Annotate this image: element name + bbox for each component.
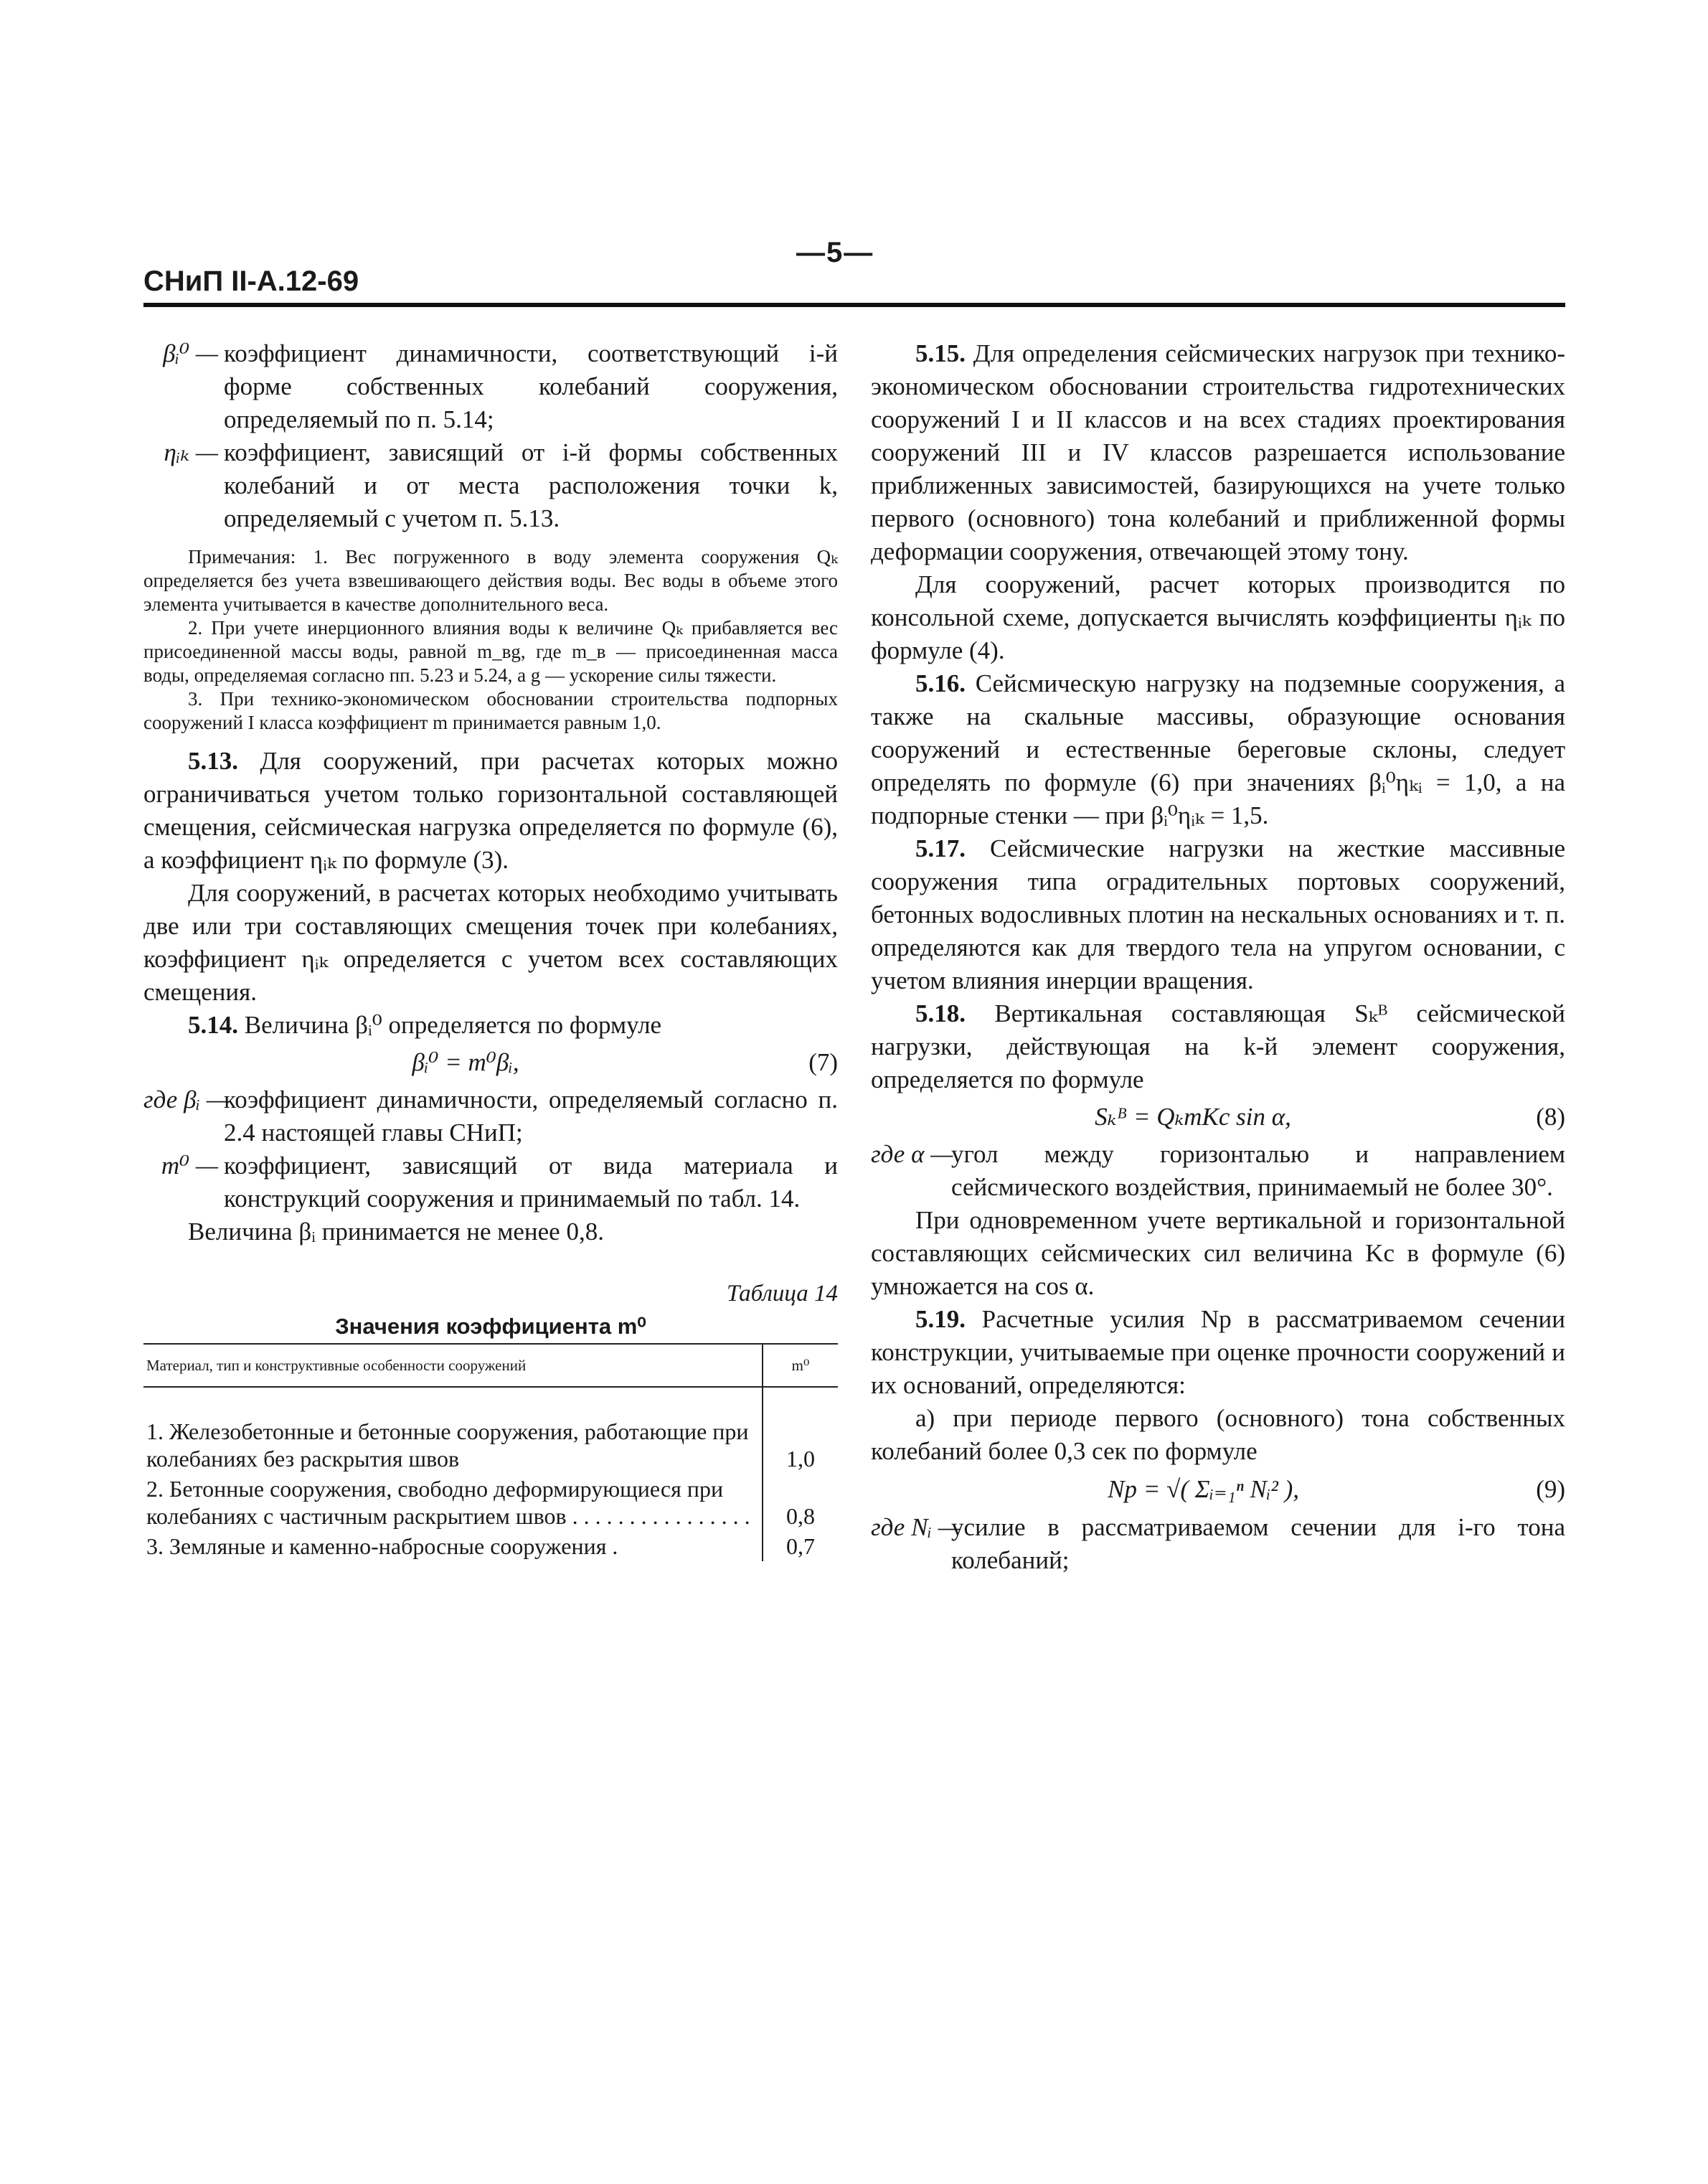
paragraph-text: Для определения сейсмических нагрузок при технико-экономическом обосновании строительства гидротехнических сооружений I и II классов и на всех стадиях проектирования сооружений III и IV классов разрешается использование приближенных зависимостей, базирующихся на учете только первого (основного) тона колебаний и приближенной формы деформации сооружения, отвечающей этому тону. — [871, 339, 1565, 565]
formula-expression: Sₖᴮ = QₖmKc sin α, — [1095, 1103, 1291, 1131]
paragraph-5-14 — [143, 1009, 838, 1042]
paragraph-text: Вертикальная составляющая Sₖᴮ сейсмической нагрузки, действующая на k-й элемент сооружения, определяется по формуле — [871, 999, 1565, 1093]
table-caption: Таблица 14 — [727, 1281, 838, 1307]
table-title: Значения коэффициента m⁰ — [335, 1314, 646, 1339]
formula-number: (9) — [1536, 1475, 1565, 1503]
def-symbol: m⁰ — — [161, 1152, 218, 1180]
paragraph-5-17 — [871, 832, 1565, 997]
paragraph-5-13 — [143, 745, 838, 877]
note-2: 2. При учете инерционного влияния воды к величине Qₖ прибавляется вес присоединенной массы воды, равной m_вg, где m_в — присоединенная масса воды, определяемая согласно пп. 5.23 и 5.24, а g — ускорение силы тяжести. — [143, 617, 838, 686]
paragraph-text: Величина βᵢ⁰ определяется по формуле — [244, 1011, 662, 1039]
table-cell-value: 0,8 — [763, 1474, 838, 1531]
paragraph-5-15 — [871, 337, 1565, 568]
formula-expression: Nр = √( Σᵢ₌₁ⁿ Nᵢ² ), — [1108, 1475, 1300, 1503]
section-number: 5.14. — [188, 1011, 238, 1039]
table-row — [143, 1474, 838, 1531]
paragraph-text: Для сооружений, при расчетах которых можно ограничиваться учетом только горизонтальной составляющей смещения, сейсмическая нагрузка определяется по формуле (6), а коэффициент ηᵢₖ по формуле (3). — [143, 747, 838, 874]
right-column — [871, 337, 1565, 1577]
paragraph-5-15b: Для сооружений, расчет которых производится по консольной схеме, допускается вычислять коэффициенты ηᵢₖ по формуле (4). — [871, 570, 1565, 664]
note-3: 3. При технико-экономическом обосновании строительства подпорных сооружений I класса коэффициент m принимается равным 1,0. — [143, 688, 838, 733]
table-cell-value: 0,7 — [763, 1531, 838, 1561]
def-symbol: где βᵢ — — [143, 1086, 229, 1114]
paragraph-5-18 — [871, 997, 1565, 1096]
def-text: коэффициент динамичности, соответствующий i-й форме собственных колебаний сооружения, определяемый по п. 5.14; — [224, 339, 838, 433]
formula-8 — [871, 1096, 1565, 1138]
section-number: 5.17. — [915, 834, 966, 862]
section-number: 5.15. — [915, 339, 966, 367]
column-header-m0: m⁰ — [763, 1344, 838, 1387]
table-cell-label: 1. Железобетонные и бетонные сооружения, работающие при колебаниях без раскрытия швов — [146, 1418, 749, 1472]
table-header-row — [143, 1344, 838, 1387]
formula-number: (7) — [808, 1048, 838, 1076]
def-symbol: где Nᵢ — — [871, 1513, 961, 1541]
section-number: 5.16. — [915, 669, 966, 697]
definitions-block-2 — [143, 1083, 838, 1215]
note-1: Примечания: 1. Вес погруженного в воду элемента сооружения Qₖ определяется без учета взвешивающего действия воды. Вес воды в объеме этого элемента учитывается в качестве дополнительного веса. — [143, 546, 838, 615]
formula-7 — [143, 1042, 838, 1083]
definition-alpha — [871, 1138, 1565, 1204]
def-symbol: где α — — [871, 1140, 953, 1168]
section-number: 5.18. — [915, 999, 966, 1027]
header-rule — [143, 303, 1565, 307]
table-cell-value: 1,0 — [763, 1387, 838, 1474]
table-cell-label: 3. Земляные и каменно-набросные сооружения . — [146, 1533, 618, 1559]
formula-expression: βᵢ⁰ = m⁰βᵢ, — [412, 1048, 519, 1076]
section-number: 5.13. — [188, 747, 238, 775]
paragraph-5-18b: При одновременном учете вертикальной и горизонтальной составляющих сейсмических сил величина Kc в формуле (6) умножается на cos α. — [871, 1206, 1565, 1300]
page-number: —5— — [796, 237, 874, 268]
paragraph-text: Сейсмическую нагрузку на подземные сооружения, а также на скальные массивы, образующие основания сооружений и естественные береговые склоны, следует определять по формуле (6) при значениях βᵢ⁰ηₖᵢ = 1,0, а на подпорные стенки — при βᵢ⁰ηᵢₖ = 1,5. — [871, 669, 1565, 829]
def-text: угол между горизонталью и направлением сейсмического воздействия, принимаемый не более 30°. — [951, 1140, 1565, 1201]
definition-Ni — [871, 1511, 1565, 1577]
left-column — [143, 337, 838, 1561]
def-symbol: ηᵢₖ — — [164, 438, 218, 466]
def-symbol: βᵢ⁰ — — [163, 339, 218, 367]
formula-9 — [871, 1468, 1565, 1511]
def-text: коэффициент динамичности, определяемый согласно п. 2.4 настоящей главы СНиП; — [224, 1086, 838, 1147]
document-code: СНиП II-А.12-69 — [143, 265, 359, 297]
section-number: 5.19. — [915, 1305, 966, 1333]
paragraph-5-14c: Величина βᵢ принимается не менее 0,8. — [188, 1218, 604, 1246]
definitions-block-1 — [143, 337, 838, 535]
paragraph-5-19a: а) при периоде первого (основного) тона собственных колебаний более 0,3 сек по формуле — [871, 1404, 1565, 1465]
paragraph-5-13b: Для сооружений, в расчетах которых необходимо учитывать две или три составляющих смещения точек при колебаниях, коэффициент ηᵢₖ определяется с учетом всех составляющих смещения. — [143, 879, 838, 1006]
def-text: усилие в рассматриваемом сечении для i-го тона колебаний; — [951, 1513, 1565, 1574]
table-cell-label: 2. Бетонные сооружения, свободно деформирующиеся при колебаниях с частичным раскрытием швов . . . . . . . . . . . . . . . . — [146, 1476, 750, 1529]
paragraph-5-19 — [871, 1303, 1565, 1402]
paragraph-text: Расчетные усилия Nр в рассматриваемом сечении конструкции, учитываемые при оценке прочности сооружений и их оснований, определяются: — [871, 1305, 1566, 1399]
column-header-material: Материал, тип и конструктивные особенности сооружений — [143, 1344, 763, 1387]
def-text: коэффициент, зависящий от вида материала и конструкций сооружения и принимаемый по табл. 14. — [224, 1152, 838, 1213]
table-row — [143, 1387, 838, 1474]
def-text: коэффициент, зависящий от i-й формы собственных колебаний и от места расположения точки k, определяемый с учетом п. 5.13. — [224, 438, 838, 532]
paragraph-5-16 — [871, 667, 1565, 832]
table-row — [143, 1531, 838, 1561]
formula-number: (8) — [1536, 1103, 1565, 1131]
paragraph-text: Сейсмические нагрузки на жесткие массивные сооружения типа оградительных портовых сооружений, бетонных водосливных плотин на нескальных основаниях и т. п. определяются как для твердого тела на упругом основании, с учетом влияния инерции вращения. — [871, 834, 1566, 994]
coefficient-table — [143, 1343, 838, 1561]
notes-block — [143, 545, 838, 735]
